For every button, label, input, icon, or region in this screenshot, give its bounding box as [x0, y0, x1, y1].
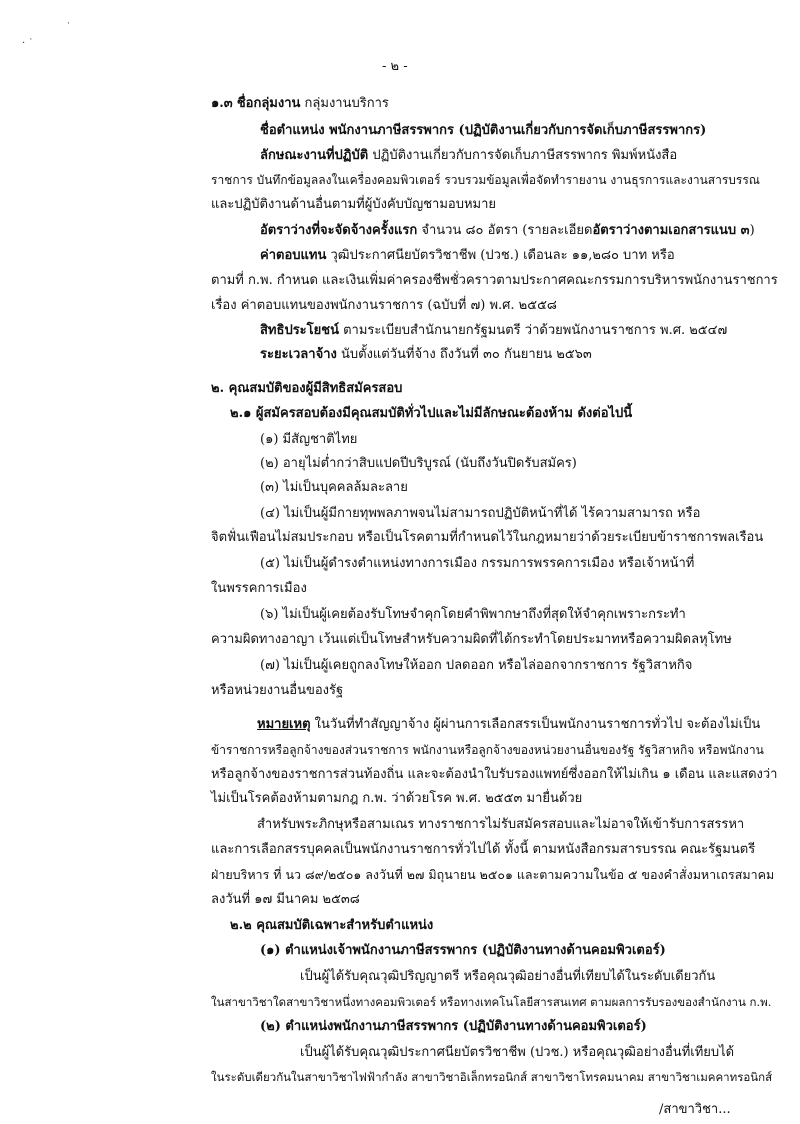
pay-text: วุฒิประกาศนียบัตรวิชาชีพ (ปวช.) เดือนละ ๑๑,๒๘๐ บาท หรือ: [330, 248, 675, 263]
note-line-3: หรือลูกจ้างของราชการส่วนท้องถิ่น และจะต้องนำใบรับรองแพทย์ซึ่งออกให้ไม่เกิน ๑ เดือน และแสดงว่า: [211, 767, 778, 782]
qualification-item-1: (๑) มีสัญชาติไทย: [260, 432, 358, 447]
position-1-line-2: ในสาขาวิชาใดสาขาวิชาหนึ่งทางคอมพิวเตอร์ หรือทางเทคโนโลยีสารสนเทศ ตามผลการรับรองของสำนักงาน ก.พ.: [211, 995, 772, 1009]
vacancy-value: จำนวน ๘๐ อัตรา (รายละเอียด: [421, 223, 593, 238]
section-2-1-heading: ๒.๑ ผู้สมัครสอบต้องมีคุณสมบัติทั่วไปและไม่มีลักษณะต้องห้าม ดังต่อไปนี้: [230, 406, 633, 421]
scan-speck: · ˙: [22, 38, 34, 49]
page-number: - ๒ -: [382, 59, 408, 74]
section-1-3-heading: [211, 95, 389, 113]
continuation-marker: /สาขาวิชา...: [659, 1102, 731, 1117]
monk-line-2: และการเลือกสรรบุคคลเป็นพนักงานราชการทั่วไปได้ ทั้งนี้ ตามหนังสือกรมสารบรรณ คณะรัฐมนตรี: [211, 842, 756, 857]
duty-label: ลักษณะงานที่ปฏิบัติ: [260, 148, 369, 163]
position-line: [260, 122, 706, 140]
qualification-item-5-cont: ในพรรคการเมือง: [211, 581, 307, 596]
duty-line-3: และปฏิบัติงานด้านอื่นตามที่ผู้บังคับบัญชามอบหมาย: [211, 197, 497, 212]
pay-label: ค่าตอบแทน: [260, 248, 327, 263]
qualification-item-3: (๓) ไม่เป็นบุคคลล้มละลาย: [260, 480, 408, 495]
benefit-line: [260, 322, 727, 340]
section-2-2-heading: ๒.๒ คุณสมบัติเฉพาะสำหรับตำแหน่ง: [230, 918, 434, 933]
qualification-item-6: (๖) ไม่เป็นผู้เคยต้องรับโทษจำคุกโดยคำพิพากษาถึงที่สุดให้จำคุกเพราะกระทำ: [260, 607, 686, 622]
pay-line-1: [260, 247, 675, 265]
pay-line-3: เรื่อง ค่าตอบแทนของพนักงานราชการ (ฉบับที่ ๗) พ.ศ. ๒๕๕๘: [211, 298, 557, 313]
duty-line-1: [260, 147, 677, 165]
vacancy-attachment: อัตราว่างตามเอกสารแนบ ๓: [592, 223, 750, 238]
scan-speck: ˙: [66, 22, 71, 33]
note-line-2: ข้าราชการหรือลูกจ้างของส่วนราชการ พนักงานหรือลูกจ้างของหน่วยงานอื่นของรัฐ รัฐวิสาหกิจ หรือพนักงาน: [211, 743, 764, 757]
duty-line-2: ราชการ บันทึกข้อมูลลงในเครื่องคอมพิวเตอร์ รวบรวมข้อมูลเพื่อจัดทำรายงาน งานธุรการและงานสารบรรณ: [211, 173, 760, 187]
note-label: หมายเหตุ: [257, 717, 311, 732]
position-value: พนักงานภาษีสรรพากร (ปฏิบัติงานเกี่ยวกับการจัดเก็บภาษีสรรพากร): [329, 123, 707, 138]
period-line: [260, 346, 592, 364]
group-value: กลุ่มงานบริการ: [304, 96, 389, 111]
position-1-line-1: เป็นผู้ได้รับคุณวุฒิปริญญาตรี หรือคุณวุฒิอย่างอื่นที่เทียบได้ในระดับเดียวกัน: [300, 969, 716, 984]
period-label: ระยะเวลาจ้าง: [260, 347, 337, 362]
qualification-item-4: (๔) ไม่เป็นผู้มีกายทุพพลภาพจนไม่สามารถปฏิบัติหน้าที่ได้ ไร้ความสามารถ หรือ: [260, 506, 701, 521]
monk-line-4: ลงวันที่ ๑๗ มีนาคม ๒๕๓๘: [211, 892, 360, 907]
position-1-heading: (๑) ตำแหน่งเจ้าพนักงานภาษีสรรพากร (ปฏิบัติงานทางด้านคอมพิวเตอร์): [260, 943, 666, 958]
group-label: ชื่อกลุ่มงาน: [236, 96, 301, 111]
qualification-item-7: (๗) ไม่เป็นผู้เคยถูกลงโทษให้ออก ปลดออก หรือไล่ออกจากราชการ รัฐวิสาหกิจ: [260, 658, 693, 673]
period-value: นับตั้งแต่วันที่จ้าง ถึงวันที่ ๓๐ กันยายน ๒๕๖๓: [340, 347, 592, 362]
qualification-item-7-cont: หรือหน่วยงานอื่นของรัฐ: [211, 683, 344, 698]
benefit-label: สิทธิประโยชน์: [260, 323, 339, 338]
note-line-1: [257, 716, 760, 734]
section-2-heading: ๒. คุณสมบัติของผู้มีสิทธิสมัครสอบ: [211, 381, 403, 396]
note-text: ในวันที่ทำสัญญาจ้าง ผู้ผ่านการเลือกสรรเป็นพนักงานราชการทั่วไป จะต้องไม่เป็น: [314, 717, 761, 732]
monk-line-1: สำหรับพระภิกษุหรือสามเณร ทางราชการไม่รับสมัครสอบและไม่อาจให้เข้ารับการสรรหา: [257, 817, 745, 832]
benefit-value: ตามระเบียบสำนักนายกรัฐมนตรี ว่าด้วยพนักงานราชการ พ.ศ. ๒๕๔๗: [343, 323, 728, 338]
section-number: ๑.๓: [211, 96, 233, 111]
monk-line-3: ฝ่ายบริหาร ที่ นว ๘๙/๒๕๐๑ ลงวันที่ ๒๗ มิถุนายน ๒๕๐๑ และตามความในข้อ ๕ ของคำสั่งมหาเถรสมาคม: [211, 867, 775, 882]
pay-line-2: ตามที่ ก.พ. กำหนด และเงินเพิ่มค่าครองชีพชั่วคราวตามประกาศคณะกรรมการบริหารพนักงานราชการ: [211, 273, 778, 288]
qualification-item-4-cont: จิตฟั่นเฟือนไม่สมประกอบ หรือเป็นโรคตามที่กำหนดไว้ในกฎหมายว่าด้วยระเบียบข้าราชการพลเรือน: [211, 530, 764, 545]
position-2-line-2: ในระดับเดียวกันในสาขาวิชาไฟฟ้ากำลัง สาขาวิชาอิเล็กทรอนิกส์ สาขาวิชาโทรคมนาคม สาขาวิชาเมคคาทรอนิกส์: [211, 1070, 773, 1084]
vacancy-end: ): [749, 223, 755, 238]
position-2-line-1: เป็นผู้ได้รับคุณวุฒิประกาศนียบัตรวิชาชีพ (ปวช.) หรือคุณวุฒิอย่างอื่นที่เทียบได้: [300, 1045, 735, 1060]
qualification-item-5: (๕) ไม่เป็นผู้ดำรงตำแหน่งทางการเมือง กรรมการพรรคการเมือง หรือเจ้าหน้าที่: [260, 556, 695, 571]
qualification-item-6-cont: ความผิดทางอาญา เว้นแต่เป็นโทษสำหรับความผิดที่ได้กระทำโดยประมาทหรือความผิดลหุโทษ: [211, 632, 732, 647]
vacancy-label: อัตราว่างที่จะจัดจ้างครั้งแรก: [260, 223, 418, 238]
vacancy-line: [260, 222, 755, 240]
position-label: ชื่อตำแหน่ง: [260, 123, 325, 138]
qualification-item-2: (๒) อายุไม่ต่ำกว่าสิบแปดปีบริบูรณ์ (นับถึงวันปิดรับสมัคร): [260, 456, 577, 471]
position-2-heading: (๒) ตำแหน่งพนักงานภาษีสรรพากร (ปฏิบัติงานทางด้านคอมพิวเตอร์): [260, 1019, 647, 1034]
note-line-4: ไม่เป็นโรคต้องห้ามตามกฎ ก.พ. ว่าด้วยโรค พ.ศ. ๒๕๕๓ มายื่นด้วย: [211, 791, 583, 806]
duty-text: ปฏิบัติงานเกี่ยวกับการจัดเก็บภาษีสรรพากร พิมพ์หนังสือ: [372, 148, 678, 163]
